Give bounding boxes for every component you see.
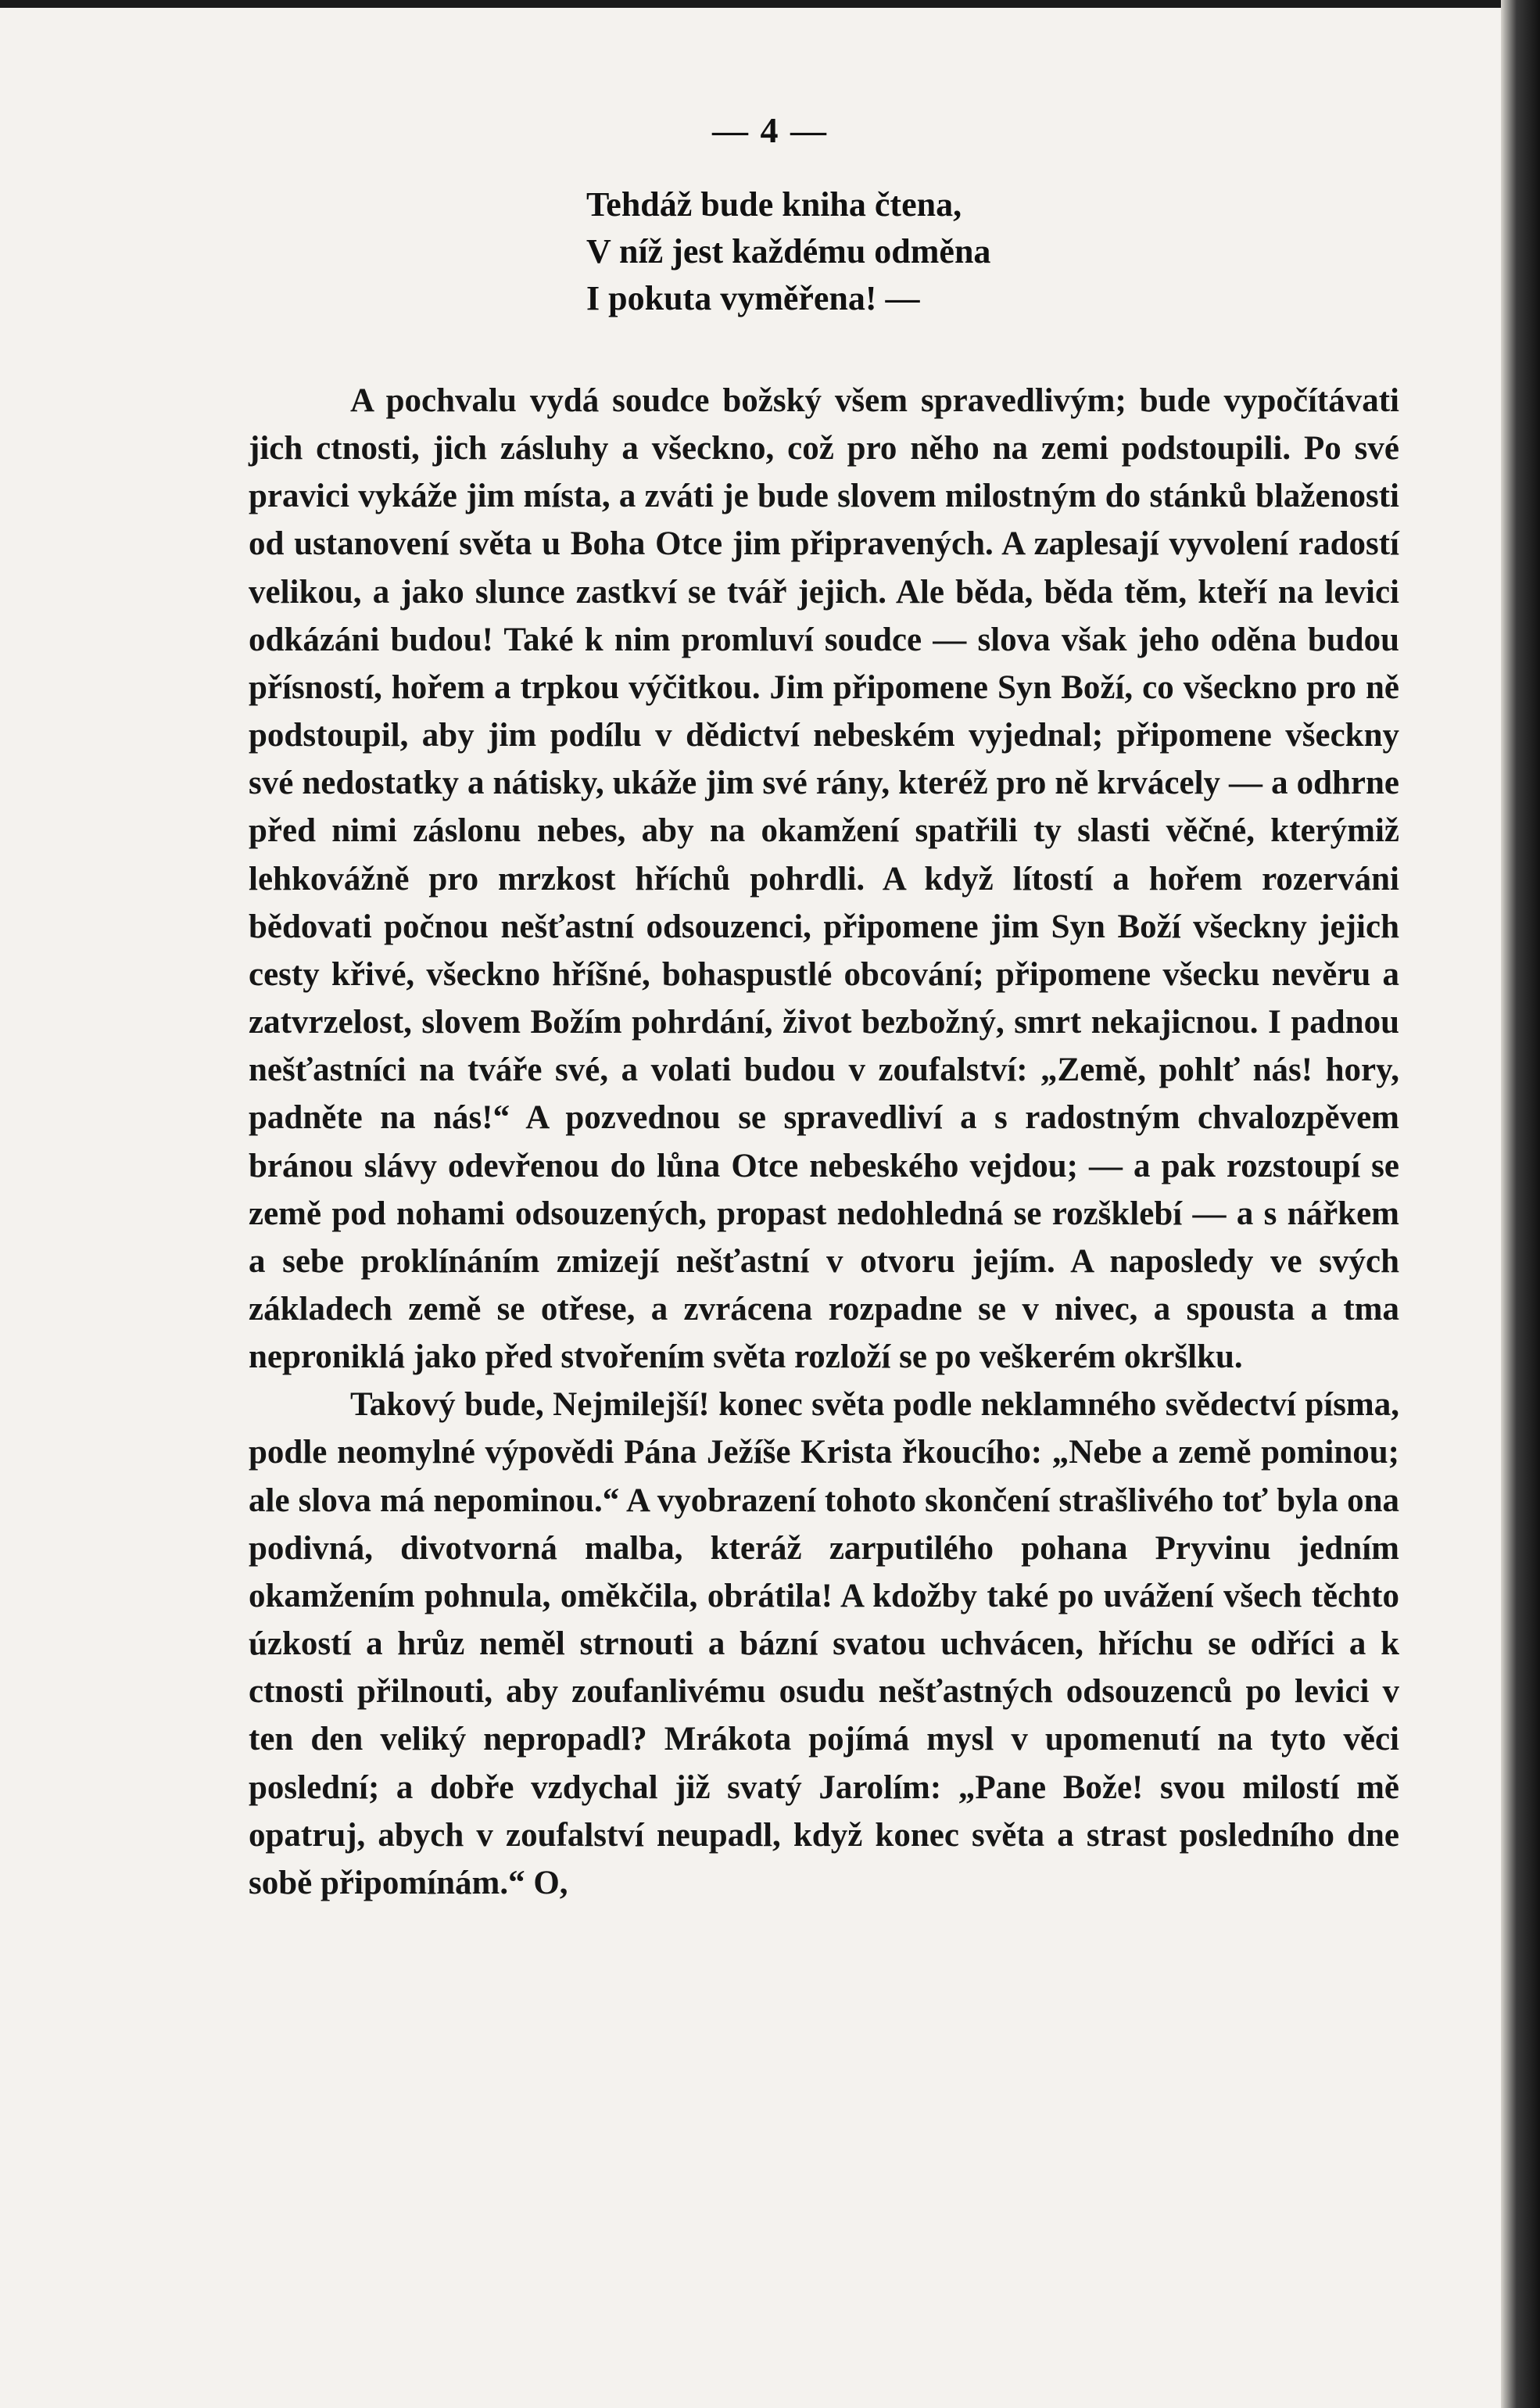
verse-block [586,181,990,322]
verse-line: V níž jest každému odměna [586,232,991,271]
scan-binding-edge [1501,0,1540,2408]
paragraph: Takový bude, Nejmilejší! konec světa podle neklamného svědectví písma, podle neomylné výpovědi Pána Ježíše Krista řkoucího: „Nebe a země pominou; ale slova má nepominou.“ A vyobrazení tohoto skončení strašlivého toť byla ona podivná, divotvorná malba, kteráž zarputilého pohana Pryvinu jedním okamžením pohnula, oměkčila, obrátila! A kdožby také po uvážení všech těchto úzkostí a hrůz neměl strnouti a bázní svatou uchvácen, hříchu se odříci a k ctnosti přilnouti, aby zoufanlivému osudu nešťastných odsouzenců po levici v ten den veliký nepropadl? Mrákota pojímá mysl v upomenutí na tyto věci poslední; a dobře vzdychal již svatý Jarolím: „Pane Bože! svou milostí mě opatruj, abych v zoufalství neupadl, když konec světa a strast posledního dne sobě připomínám.“ O, [249,1386,1399,1901]
scan-top-edge [0,0,1540,8]
verse-line: Tehdáž bude kniha čtena, [586,185,962,224]
verse-line: I pokuta vyměřena! — [586,279,920,317]
paragraph: A pochvalu vydá soudce božský všem spravedlivým; bude vypočítávati jich ctnosti, jich zásluhy a všeckno, což pro něho na zemi podstoupili. Po své pravici vykáže jim místa, a zváti je bude slovem milostným do stánků blaženosti od ustanovení světa u Boha Otce jim připravených. A zaplesají vyvolení radostí velikou, a jako slunce zastkví se tvář jejich. Ale běda, běda těm, kteří na levici odkázáni budou! Také k nim promluví soudce — slova však jeho oděna budou přísností, hořem a trpkou výčitkou. Jim připomene Syn Boží, co všeckno pro ně podstoupil, aby jim podílu v dědictví nebeském vyjednal; připomene všeckny své nedostatky a nátisky, ukáže jim své rány, kteréž pro ně krvácely — a odhrne před nimi záslonu nebes, aby na okamžení spatřili ty slasti věčné, kterýmiž lehkovážně pro mrzkost hříchů pohrdli. A když lítostí a hořem rozerváni bědovati počnou nešťastní odsouzenci, připomene jim Syn Boží všeckny jejich cesty křivé, všeckno hříšné, bohaspustlé obcování; připomene všecku nevěru a zatvrzelost, slovem Božím pohrdání, život bezbožný, smrt nekajicnou. I padnou nešťastníci na tváře své, a volati budou v zoufalství: „Země, pohlť nás! hory, padněte na nás!“ A pozvednou se spravedliví a s radostným chvalozpěvem bránou slávy odevřenou do lůna Otce nebeského vejdou; — a pak rozstoupí se země pod nohami odsouzených, propast nedohledná se rozšklebí — a s nářkem a sebe proklínáním zmizejí nešťastní v otvoru jejím. A naposledy ve svých základech země se otřese, a zvrácena rozpadne se v nivec, a spousta a tma neproniklá jako před stvořením světa rozloží se po veškerém okršlku. [249,382,1399,1376]
page-number: — 4 — [712,110,828,150]
body-text [249,377,1399,1907]
